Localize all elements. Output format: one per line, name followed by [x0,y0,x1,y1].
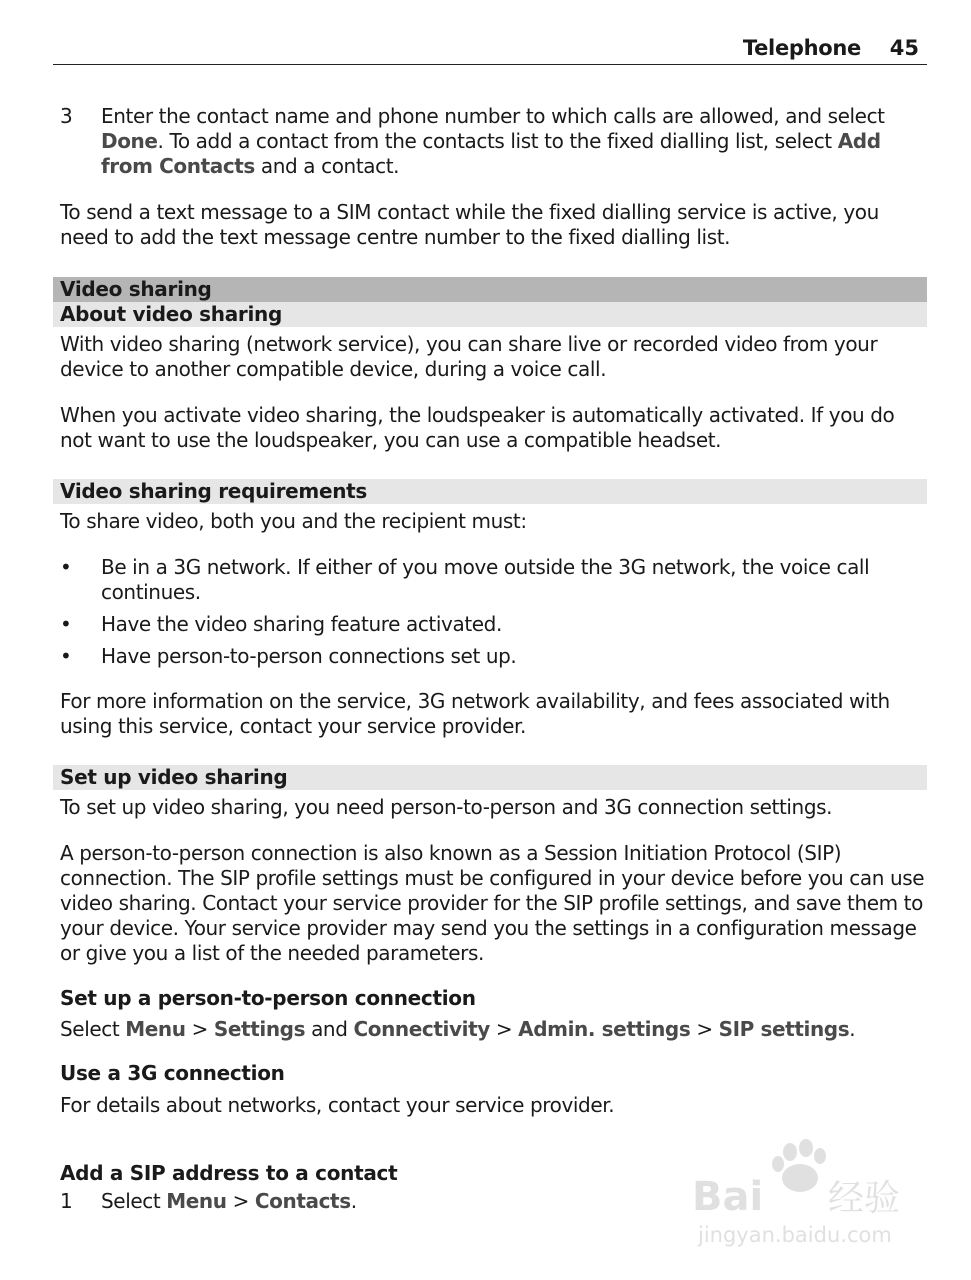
subsection-heading-about: About video sharing [53,302,927,327]
subsection-heading-setup: Set up video sharing [53,765,927,790]
path-separator: > [226,1189,255,1213]
text-run: and [305,1017,354,1041]
paragraph-setup-1: To set up video sharing, you need person-to-person and 3G connection settings. [60,795,833,819]
header-title: Telephone [742,36,861,60]
step-3 [60,104,926,179]
ui-label-connectivity: Connectivity [353,1017,490,1041]
heading-use-3g: Use a 3G connection [60,1061,285,1085]
paragraph-more-info: For more information on the service, 3G network availability, and fees associated with using this service, contact your service provider. [60,689,890,738]
paragraph-about-2: When you activate video sharing, the loudspeaker is automatically activated. If you do not want to use the loudspeaker, you can use a compatible headset. [60,403,895,452]
watermark-chinese: 经验 [828,1178,901,1219]
ui-label-done: Done [101,129,158,153]
text-run: . [849,1017,856,1041]
subsection-heading-requirements: Video sharing requirements [53,479,927,504]
bullet-item [60,555,926,605]
bullet-symbol: • [60,612,72,636]
ui-label-add-from-contacts: Add from Contacts [101,129,881,178]
step-number: 3 [60,104,73,128]
text-run: Select [101,1189,167,1213]
page-number: 45 [889,36,919,60]
bullet-text: Have the video sharing feature activated. [101,612,502,636]
paragraph-3g: For details about networks, contact your service provider. [60,1093,615,1117]
watermark-brand: Bai [692,1174,764,1220]
paragraph-about-1: With video sharing (network service), you can share live or recorded video from your device to another compatible device, during a voice call. [60,332,878,381]
step-text [101,104,926,179]
bullet-item [60,612,926,637]
text-run: . To add a contact from the contacts list to the fixed dialling list, select [157,129,838,153]
section-heading-video-sharing: Video sharing [53,277,927,302]
watermark-url: jingyan.baidu.com [698,1223,892,1247]
bullet-symbol: • [60,644,72,668]
paragraph-setup-2: A person-to-person connection is also known as a Session Initiation Protocol (SIP) connection. The SIP profile settings must be configured in your device before you can use video sharing. Contact your service provider for the SIP profile settings, and save them to your device. Your service provider may send you the settings in a configuration message or give you a list of the needed parameters. [60,841,925,965]
path-separator: > [489,1017,519,1041]
baidu-watermark-logo [688,1138,918,1250]
p2p-menu-path [60,1017,926,1042]
ui-label-admin-settings: Admin. settings [518,1017,691,1041]
bullet-item [60,644,926,669]
ui-label-contacts: Contacts [254,1189,351,1213]
bullet-text: Have person-to-person connections set up. [101,644,517,668]
page-header [53,36,927,65]
path-separator: > [690,1017,719,1041]
ui-label-menu: Menu [166,1189,227,1213]
bullet-text: Be in a 3G network. If either of you move outside the 3G network, the voice call continues. [101,555,870,604]
heading-add-sip-address: Add a SIP address to a contact [60,1161,398,1185]
ui-label-menu: Menu [125,1017,186,1041]
bullet-symbol: • [60,555,72,579]
ui-label-sip-settings: SIP settings [718,1017,850,1041]
step-number: 1 [60,1189,73,1213]
path-separator: > [185,1017,214,1041]
text-run: Enter the contact name and phone number to which calls are allowed, and select [101,104,885,128]
text-run: Select [60,1017,126,1041]
text-run: and a contact. [254,154,400,178]
paragraph-sim-contact: To send a text message to a SIM contact while the fixed dialling service is active, you need to add the text message centre number to the fixed dialling list. [60,200,879,249]
ui-label-settings: Settings [213,1017,306,1041]
paragraph-requirements-intro: To share video, both you and the recipient must: [60,509,527,533]
text-run: . [350,1189,357,1213]
watermark-du: du [770,1185,808,1215]
heading-person-to-person: Set up a person-to-person connection [60,986,476,1010]
